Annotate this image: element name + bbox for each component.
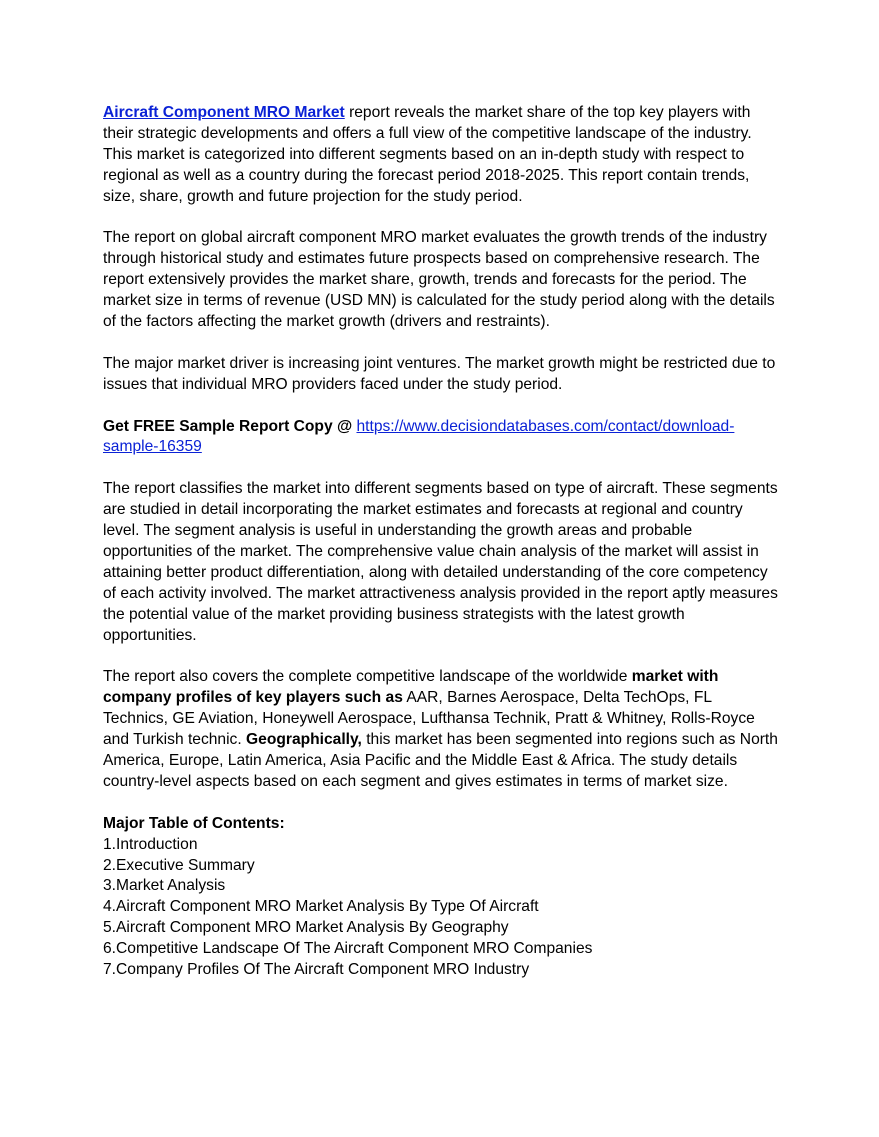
competitive-landscape-paragraph bbox=[103, 667, 779, 792]
toc-item: 3.Market Analysis bbox=[103, 877, 226, 895]
sample-report-link[interactable]: https://www.decisiondatabases.com/contact/download-sample-16359 bbox=[103, 417, 735, 456]
toc-item: 5.Aircraft Component MRO Market Analysis By Geography bbox=[103, 919, 509, 937]
market-driver-paragraph: The major market driver is increasing joint ventures. The market growth might be restricted due to issues that individual MRO providers faced under the study period. bbox=[103, 354, 776, 393]
sample-request-paragraph bbox=[103, 417, 779, 459]
toc-item: 4.Aircraft Component MRO Market Analysis By Type Of Aircraft bbox=[103, 898, 539, 916]
key-players-list: AAR, Barnes Aerospace, Delta TechOps, FL Technics, GE Aviation, Honeywell Aerospace, Lufthansa Technik, Pratt & Whitney, Rolls-Royce and Turkish technic. bbox=[103, 689, 755, 749]
toc-item: 6.Competitive Landscape Of The Aircraft Component MRO Companies bbox=[103, 940, 593, 958]
landscape-text-1: The report also covers the complete competitive landscape of the worldwide bbox=[103, 668, 632, 686]
toc-heading: Major Table of Contents: bbox=[103, 814, 285, 832]
report-overview-paragraph: The report on global aircraft component MRO market evaluates the growth trends of the industry through historical study and estimates future prospects based on comprehensive research. The report extensively provides the market share, growth, trends and forecasts for the period. The market size in terms of revenue (USD MN) is calculated for the study period along with the details of the factors affecting the market growth (drivers and restraints). bbox=[103, 229, 775, 331]
toc-item: 2.Executive Summary bbox=[103, 856, 255, 874]
toc-item: 7.Company Profiles Of The Aircraft Component MRO Industry bbox=[103, 961, 530, 979]
document-page bbox=[103, 103, 779, 981]
toc-item: 1.Introduction bbox=[103, 835, 198, 853]
intro-paragraph bbox=[103, 103, 779, 208]
geography-text: this market has been segmented into regions such as North America, Europe, Latin America, Asia Pacific and the Middle East & Africa. The study details country-level aspects based on each segment and gives estimates in terms of market size. bbox=[103, 731, 778, 790]
sample-request-label: Get FREE Sample Report Copy @ bbox=[103, 417, 357, 435]
geography-label: Geographically, bbox=[246, 731, 362, 749]
segmentation-paragraph: The report classifies the market into different segments based on type of aircraft. These segments are studied in detail incorporating the market estimates and forecasts at regional and country level. The segment analysis is useful in understanding the growth areas and probable opportunities of the market. The comprehensive value chain analysis of the market will assist in attaining better product differentiation, along with detailed understanding of the core competency of each activity involved. The market attractiveness analysis provided in the report aptly measures the potential value of the market providing business strategists with the latest growth opportunities. bbox=[103, 480, 778, 644]
table-of-contents bbox=[103, 814, 779, 981]
key-players-label: market with company profiles of key players such as bbox=[103, 668, 719, 707]
market-report-link[interactable]: Aircraft Component MRO Market bbox=[103, 104, 345, 121]
intro-text: report reveals the market share of the top key players with their strategic developments and offers a full view of the competitive landscape of the industry. This market is categorized into different segments based on an in-depth study with respect to regional as well as a country during the forecast period 2018-2025. This report contain trends, size, share, growth and future projection for the study period. bbox=[103, 104, 752, 205]
